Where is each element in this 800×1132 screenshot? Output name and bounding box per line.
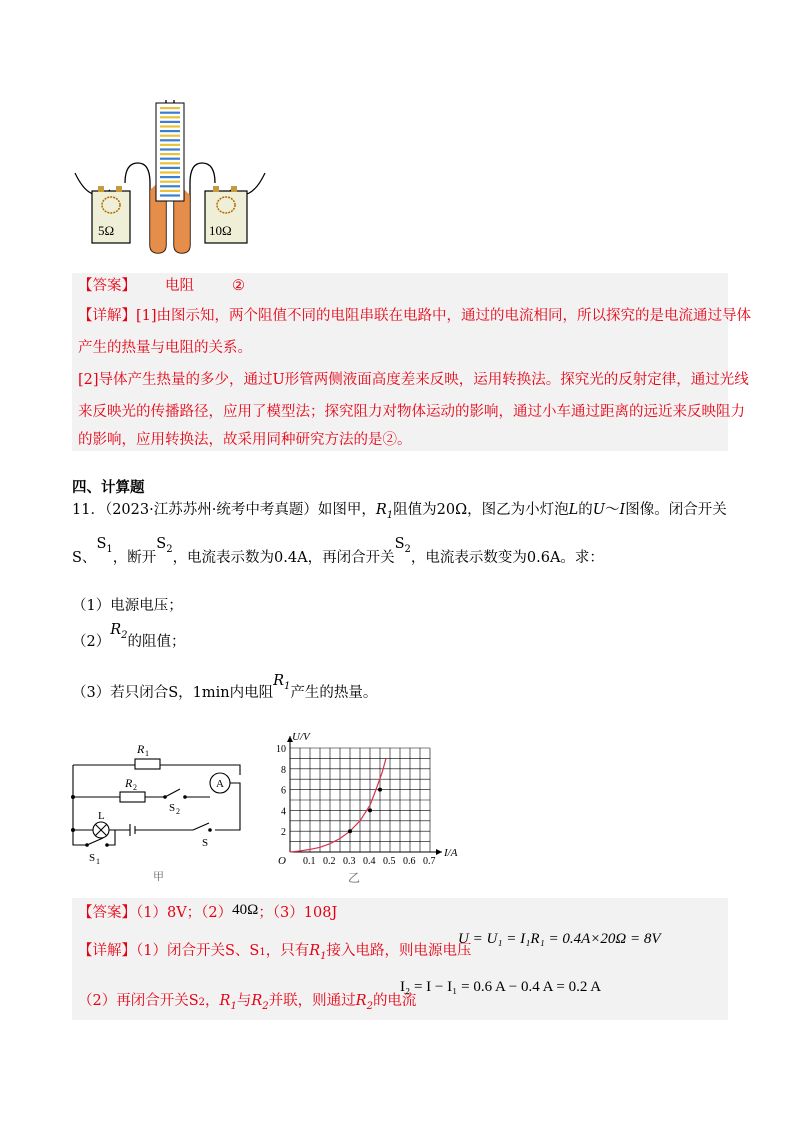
label-r1: R	[137, 742, 145, 756]
data-point	[368, 808, 372, 812]
y-axis-label: U/V	[292, 731, 310, 743]
section-title: 四、计算题	[72, 479, 145, 496]
answer-11-line: 【答案】（1）8V；（2）40Ω；（3）108J	[78, 902, 338, 921]
detail-1-line-1: [1]由图示知，两个阻值不同的电阻串联在电路中，通过的电流相同，所以探究的是电流通过导体	[136, 308, 752, 324]
label-r2: R	[125, 776, 133, 790]
question-11-line-1: 11．（2023·江苏苏州·统考中考真题）如图甲，$R_1$阻值为20Ω，图乙为小灯泡L的U～I图像。闭合开关	[72, 502, 727, 521]
x-tick-label: 0.1	[303, 856, 316, 867]
x-tick-label: 0.6	[403, 856, 416, 867]
label-lamp: L	[98, 810, 105, 822]
question-11-sub-2: $(2)R_2$的阻值；	[72, 622, 186, 650]
data-point	[348, 829, 352, 833]
answer-box-1	[72, 273, 728, 451]
label-ammeter: A	[216, 778, 224, 790]
detail-1-line-3: [2]导体产生热量的多少，通过U形管两侧液面高度差来反映，运用转换法。探究光的反射定律，通过光线	[78, 372, 749, 388]
data-point	[378, 788, 382, 792]
y-tick-label: 4	[281, 806, 286, 818]
question-11-line-2: S、$S_1$，断开$S_2$，电流表示数为0.4A，再闭合开关$S_2$，电流表示数变为0.6A。求：	[72, 536, 604, 566]
svg-text:2: 2	[176, 807, 180, 816]
x-tick-label: 0.5	[383, 856, 396, 867]
x-tick-label: 0.4	[363, 856, 376, 867]
equation-2: I₂ = I − I₁ = 0.6 A − 0.4 A = 0.2 A	[400, 979, 602, 995]
chart-caption: 乙	[348, 871, 361, 885]
x-axis-label: I/A	[444, 847, 458, 859]
detail-11-line-2: （2）再闭合开关S2，$R_1$与$R_2$并联，则通过$R_2$的电流	[78, 993, 417, 1012]
detail-1-line-2: 产生的热量与电阻的关系。	[78, 340, 252, 356]
origin-label: O	[278, 855, 286, 867]
apparatus-figure	[70, 95, 270, 255]
answer-1-blank-1: 电阻	[165, 278, 194, 294]
circuit-diagram	[65, 735, 255, 885]
right-resistor-label: 10Ω	[209, 223, 232, 238]
series-line	[290, 758, 386, 852]
y-tick-label: 10	[276, 744, 286, 755]
circuit-caption: 甲	[153, 871, 164, 883]
x-tick-label: 0.7	[423, 856, 436, 867]
question-11-sub-3: （3）若只闭合S，1min内电阻$R_1$产生的热量。	[72, 673, 378, 701]
detail-1-line-4: 来反映光的传播路径，应用了模型法；探究阻力对物体运动的影响，通过小车通过距离的远近来反映阻力	[78, 404, 745, 420]
svg-text:1: 1	[96, 857, 100, 866]
detail-1-line-5: 的影响，应用转换法，故采用同种研究方法的是②。	[78, 432, 412, 448]
x-tick-label: 0.3	[343, 856, 356, 867]
y-tick-label: 8	[281, 764, 286, 776]
question-11-sub-1: （1）电源电压；	[72, 598, 183, 614]
label-s2: S	[169, 802, 176, 814]
svg-text:2: 2	[133, 783, 137, 792]
left-resistor-label: 5Ω	[98, 223, 115, 238]
x-tick-label: 0.2	[323, 856, 336, 867]
label-s1: S	[89, 852, 96, 864]
answer-tag-1: 【答案】	[78, 278, 136, 294]
label-s: S	[202, 837, 209, 849]
equation-1: U = U₁ = I₁R₁ = 0.4A×20Ω = 8V	[458, 931, 661, 947]
detail-tag-1: 【详解】	[78, 308, 136, 324]
y-tick-label: 6	[281, 785, 286, 797]
svg-text:1: 1	[145, 749, 149, 758]
detail-11-line-1: 【详解】（1）闭合开关S、S1，只有$R_1$接入电路，则电源电压	[78, 943, 472, 962]
ui-chart	[260, 718, 458, 888]
y-tick-label: 2	[281, 827, 286, 839]
x-axis-arrow	[436, 849, 442, 855]
answer-1-blank-2: ②	[232, 278, 245, 294]
